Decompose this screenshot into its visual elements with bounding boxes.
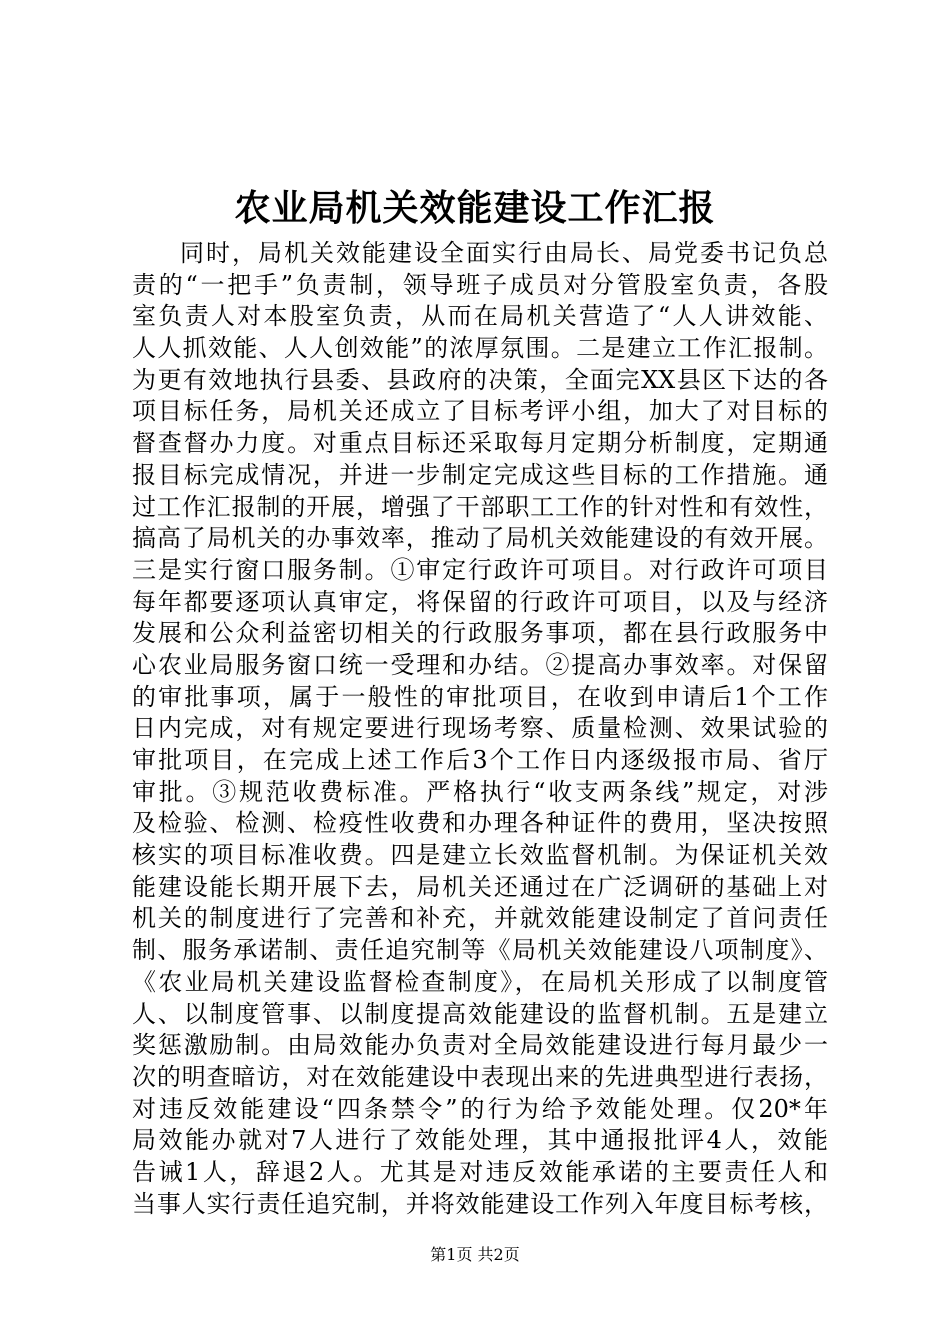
text-line: 奖惩激励制。由局效能办负责对全局效能建设进行每月最少一: [132, 1031, 828, 1060]
text-line: 局效能办就对7人进行了效能处理，其中通报批评4人，效能: [132, 1126, 828, 1155]
text-line: 督查督办力度。对重点目标还采取每月定期分析制度，定期通: [132, 429, 828, 458]
page-footer: 第1页 共2页: [430, 1245, 520, 1264]
text-line: 对违反效能建设“四条禁令”的行为给予效能处理。仅20*年: [132, 1094, 828, 1123]
text-line: 每年都要逐项认真审定，将保留的行政许可项目，以及与经济: [132, 587, 828, 616]
text-line: 责的“一把手”负责制，领导班子成员对分管股室负责，各股: [132, 270, 828, 299]
text-line: 室负责人对本股室负责，从而在局机关营造了“人人讲效能、: [132, 302, 828, 331]
text-line: 《农业局机关建设监督检查制度》，在局机关形成了以制度管: [132, 967, 828, 996]
text-line: 审批项目，在完成上述工作后3个工作日内逐级报市局、省厅: [132, 746, 828, 774]
document-title: 农业局机关效能建设工作汇报: [234, 187, 716, 229]
text-line: 搞高了局机关的办事效率，推动了局机关效能建设的有效开展。: [132, 524, 828, 553]
body-paragraph: [132, 238, 828, 1220]
text-line: 告诫1人，辞退2人。尤其是对违反效能承诺的主要责任人和: [132, 1157, 828, 1186]
text-line: 心农业局服务窗口统一受理和办结。②提高办事效率。对保留: [132, 650, 828, 679]
text-line: 人人抓效能、人人创效能”的浓厚氛围。二是建立工作汇报制。: [132, 334, 828, 363]
text-line: 同时，局机关效能建设全面实行由局长、局党委书记负总: [180, 239, 828, 267]
text-line: 核实的项目标准收费。四是建立长效监督机制。为保证机关效: [132, 841, 828, 870]
text-line: 发展和公众利益密切相关的行政服务事项，都在县行政服务中: [132, 619, 828, 648]
text-line: 能建设能长期开展下去，局机关还通过在广泛调研的基础上对: [132, 872, 828, 901]
text-line: 制、服务承诺制、责任追究制等《局机关效能建设八项制度》、: [132, 936, 828, 965]
text-line: 三是实行窗口服务制。①审定行政许可项目。对行政许可项目: [132, 555, 828, 584]
text-line: 过工作汇报制的开展，增强了干部职工工作的针对性和有效性，: [132, 492, 828, 521]
text-line: 报目标完成情况，并进一步制定完成这些目标的工作措施。通: [132, 460, 828, 489]
text-line: 次的明查暗访，对在效能建设中表现出来的先进典型进行表扬，: [132, 1062, 828, 1091]
text-line: 项目标任务，局机关还成立了目标考评小组，加大了对目标的: [132, 397, 828, 426]
text-line: 人、以制度管事、以制度提高效能建设的监督机制。五是建立: [132, 999, 828, 1028]
text-line: 审批。③规范收费标准。严格执行“收支两条线”规定，对涉: [132, 777, 828, 806]
text-line: 为更有效地执行县委、县政府的决策，全面完XX县区下达的各: [132, 365, 828, 394]
text-line: 及检验、检测、检疫性收费和办理各种证件的费用，坚决按照: [132, 809, 828, 838]
text-line: 日内完成，对有规定要进行现场考察、质量检测、效果试验的: [132, 714, 828, 743]
text-line: 当事人实行责任追究制，并将效能建设工作列入年度目标考核，: [132, 1189, 828, 1218]
text-line: 机关的制度进行了完善和补充，并就效能建设制定了首问责任: [132, 904, 828, 933]
text-line: 的审批事项，属于一般性的审批项目，在收到申请后1个工作: [132, 682, 828, 711]
